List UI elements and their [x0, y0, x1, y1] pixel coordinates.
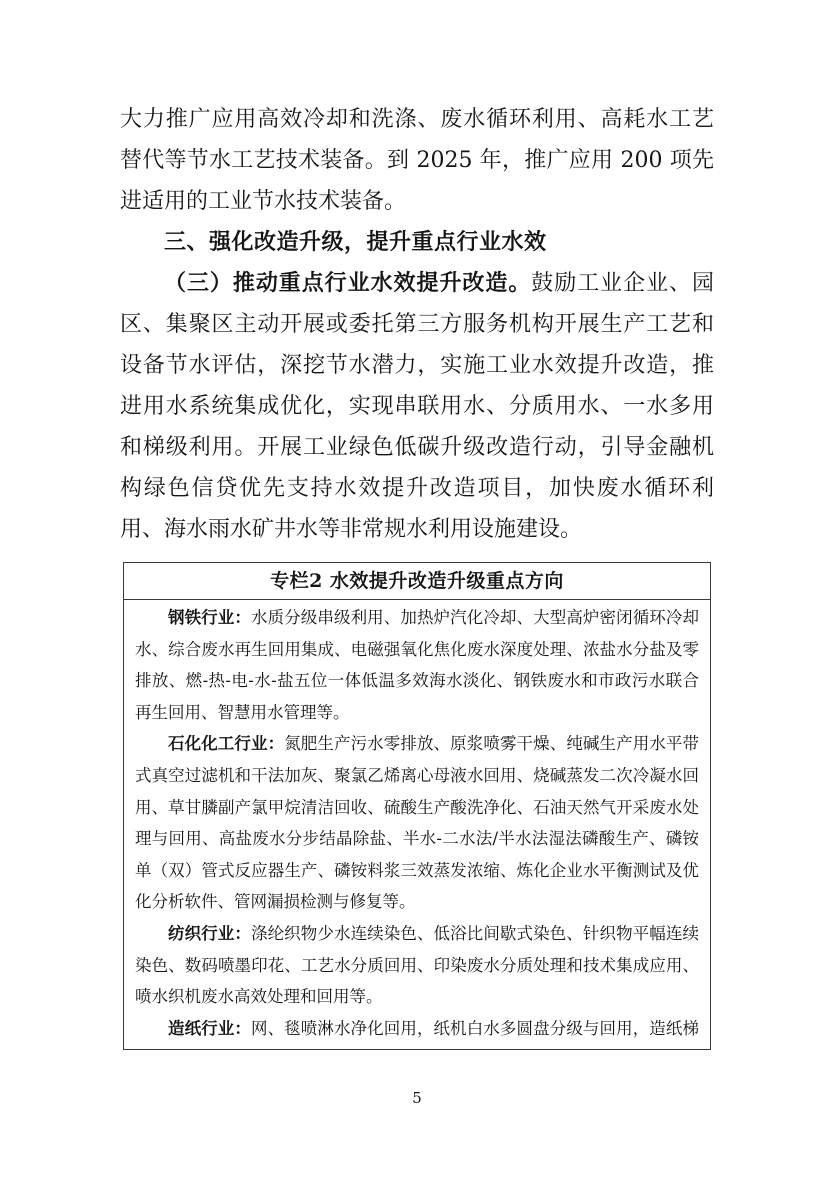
section-label: 石化化工行业： [168, 734, 285, 754]
page-number: 5 [412, 1089, 422, 1107]
paragraph-lead-bold: （三）推动重点行业水效提升改造。 [164, 270, 532, 296]
callout-box-title: 专栏2 水效提升改造升级重点方向 [124, 563, 710, 600]
box-section-first-line [135, 728, 699, 760]
section-lines [135, 950, 699, 1013]
section-label: 纺织行业： [168, 923, 251, 943]
text-line: 排放、燃-热-电-水-盐五位一体低温多效海水淡化、钢铁废水和市政污水联合 [135, 671, 699, 691]
box-section-first-line [135, 1013, 699, 1045]
text-line: 区、集聚区主动开展或委托第三方服务机构开展生产工艺和 [120, 312, 714, 337]
text-line: 进用水系统集成优化，实现串联用水、分质用水、一水多用 [120, 394, 714, 419]
section-label: 造纸行业： [168, 1018, 251, 1038]
section-first-line-rest: 水质分级串级利用、加热炉汽化冷却、大型高炉密闭循环冷却 [250, 608, 700, 627]
text-line: 构绿色信贷优先支持水效提升改造项目，加快废水循环利 [120, 476, 714, 501]
main-paragraph-first-line [120, 263, 714, 304]
main-paragraph-lines [120, 304, 714, 550]
section-first-line-rest: 网、毯喷淋水净化回用，纸机白水多圆盘分级与回用，造纸梯 [250, 1018, 700, 1038]
box-section-first-line [135, 918, 699, 950]
box-section-steel [135, 602, 699, 728]
text-line: 化分析软件、管网漏损检测与修复等。 [135, 892, 416, 912]
section-first-line-rest: 涤纶织物少水连续染色、低浴比间歇式染色、针织物平幅连续 [250, 923, 700, 943]
document-body [120, 99, 714, 1050]
box-section-paper [135, 1013, 699, 1045]
text-line: 大力推广应用高效冷却和洗涤、废水循环利用、高耗水工艺 [120, 107, 714, 132]
main-paragraph [120, 263, 714, 550]
text-line: 单（双）管式反应器生产、磷铵料浆三效蒸发浓缩、炼化企业水平衡测试及优 [135, 860, 699, 880]
box-section-first-line [135, 602, 699, 634]
section-first-line-rest: 氮肥生产污水零排放、原浆喷雾干燥、纯碱生产用水平带 [284, 734, 700, 754]
text-line: 喷水织机废水高效处理和回用等。 [135, 987, 383, 1007]
text-line: 式真空过滤机和干法加灰、聚氯乙烯离心母液水回用、烧碱蒸发二次冷凝水回 [135, 765, 699, 785]
text-line: 设备节水评估，深挖节水潜力，实施工业水效提升改造，推 [120, 353, 714, 378]
section-label: 钢铁行业： [168, 608, 251, 627]
callout-box [123, 562, 711, 1050]
box-section-petrochemical [135, 728, 699, 918]
paragraph-first-line-rest: 鼓励工业企业、园 [531, 271, 714, 296]
text-line: 水、综合废水再生回用集成、电磁强氧化焦化废水深度处理、浓盐水分盐及零 [135, 639, 699, 659]
text-line: 用、草甘膦副产氯甲烷清洁回收、硫酸生产酸洗净化、石油天然气开采废水处 [135, 797, 699, 817]
text-line: 和梯级利用。开展工业绿色低碳升级改造行动，引导金融机 [120, 435, 714, 460]
box-section-textile [135, 918, 699, 1013]
text-line: 染色、数码喷墨印花、工艺水分质回用、印染废水分质处理和技术集成应用、 [135, 955, 699, 975]
section-lines [135, 634, 699, 729]
continuation-paragraph [120, 99, 714, 222]
callout-box-body [124, 600, 710, 1049]
text-line: 进适用的工业节水技术装备。 [120, 189, 407, 214]
text-line: 用、海水雨水矿井水等非常规水利用设施建设。 [120, 517, 583, 542]
section-heading: 三、强化改造升级，提升重点行业水效 [164, 230, 547, 255]
text-line: 理与回用、高盐废水分步结晶除盐、半水-二水法/半水法湿法磷酸生产、磷铵 [135, 829, 699, 849]
text-line: 再生回用、智慧用水管理等。 [135, 702, 350, 722]
section-lines [135, 760, 699, 918]
text-line: 替代等节水工艺技术装备。到 2025 年，推广应用 200 项先 [120, 148, 714, 173]
